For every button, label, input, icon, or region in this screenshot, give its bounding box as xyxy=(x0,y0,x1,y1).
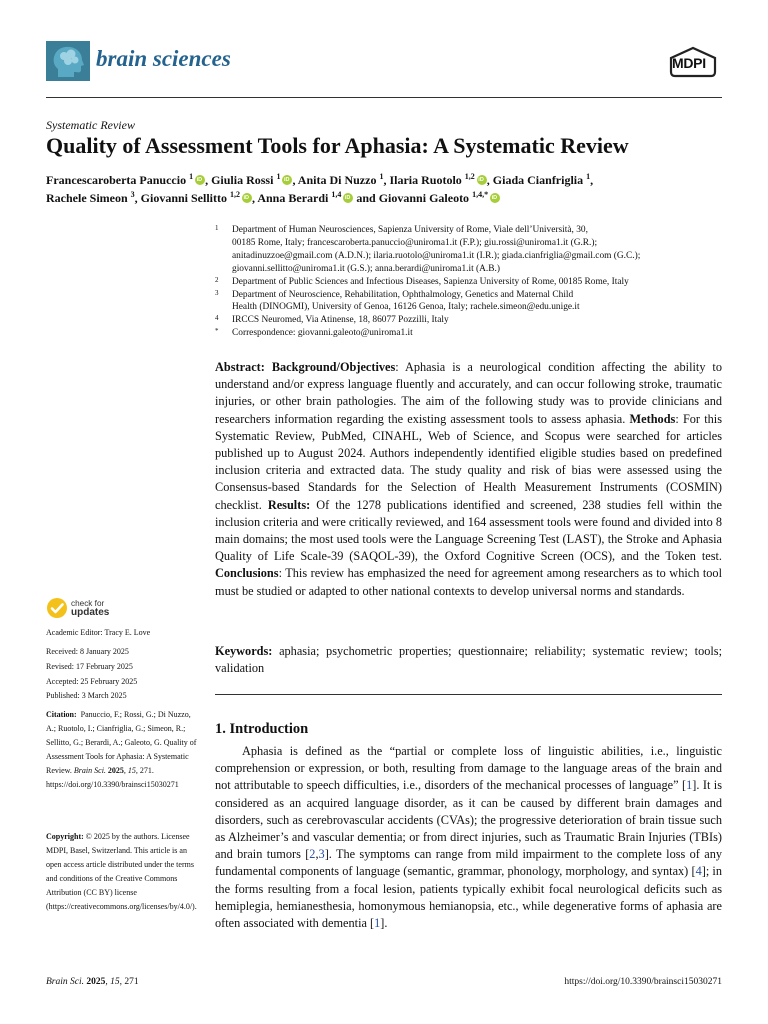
check-for-updates-icon[interactable] xyxy=(46,597,68,619)
author-affil: 1 xyxy=(276,172,281,181)
author-name[interactable]: Francescaroberta Panuccio xyxy=(46,173,187,187)
citation-link[interactable]: 1 xyxy=(374,916,381,931)
citation-doi[interactable]: , 271. https://doi.org/10.3390/brainsci15030271 xyxy=(46,765,179,789)
abstract-text: : For this Systematic Review, PubMed, CINAHL, Web of Science, and Scopus were searched for articles published up to August 2024. Authors independently identified eligible studies based on predefined inclusion criteria and extracted data. The study quality and risk of bias were assessed using the Consensus-based Standards for the Selection of Health Measurement Instruments (COSMIN) checklist. xyxy=(215,411,722,512)
affiliation-item xyxy=(215,289,725,315)
section-heading: 1. Introduction xyxy=(215,721,309,737)
citation-link[interactable]: 1 xyxy=(686,778,693,793)
author-affil: 1 xyxy=(189,172,194,181)
orcid-icon[interactable] xyxy=(343,193,353,203)
affiliation-item xyxy=(215,276,725,289)
author-name[interactable]: Giada Cianfriglia xyxy=(492,173,584,187)
affiliation-line: Health (DINOGMI), University of Genoa, 16126 Genoa, Italy; rachele.simeon@edu.unige.it xyxy=(232,302,580,313)
abstract-section-label: Methods xyxy=(629,411,676,426)
check-for-updates-button[interactable] xyxy=(71,599,109,617)
affiliation-line: IRCCS Neuromed, Via Atinense, 18, 86077 Pozzilli, Italy xyxy=(232,315,449,326)
citation-link[interactable]: 2 xyxy=(309,847,316,862)
orcid-icon[interactable] xyxy=(242,193,252,203)
affiliations xyxy=(215,224,725,340)
mdpi-logo-text: MDPI xyxy=(672,55,706,71)
footer-citation: Brain Sci. 2025, 15, 271 xyxy=(46,977,139,987)
footer-journal: Brain Sci. xyxy=(46,977,84,987)
author-affil: 3 xyxy=(130,190,135,199)
footer-page: , 271 xyxy=(119,977,139,987)
abstract-section-label: Results: xyxy=(267,497,311,512)
author-name[interactable]: Anita Di Nuzzo xyxy=(297,173,377,187)
academic-editor: Academic Editor: Tracy E. Love xyxy=(46,628,151,637)
orcid-icon[interactable] xyxy=(282,175,292,185)
header-rule xyxy=(46,97,722,98)
article-title: Quality of Assessment Tools for Aphasia: A Systematic Review xyxy=(46,133,629,158)
body-text: Aphasia is defined as the “partial or complete loss of linguistic abilities, i.e., linguistic comprehension or expression, or both, resulting from damage to the language areas of the brain and not attributable to speech difficulties, i.e., disorders of the mechanical processes of language” [ xyxy=(215,744,722,793)
abstract-section-label: Conclusions xyxy=(215,566,279,581)
citation-block: Citation: Panuccio, F.; Rossi, G.; Di Nuzzo, A.; Ruotolo, I.; Cianfriglia, G.; Simeon, R.; Sellitto, G.; Berardi, A.; Galeoto, G. Quality of Assessment Tools for Aphasia: A Systematic Review. Brain Sci. 2025, 15, 271. https://doi.org/10.3390/brainsci15030271 xyxy=(46,710,197,789)
author-list-line-1: Francescaroberta Panuccio $^1$iD , Giulia Rossi $^1$iD , Anita Di Nuzzo $^1$, Ilaria Ruotolo $^{1,2}$iD , Giada Cianfriglia $^1$, xyxy=(46,172,593,188)
author-name[interactable]: Ilaria Ruotolo xyxy=(389,173,462,187)
abstract-text: : Aphasia is a neurological condition affecting the ability to understand and/or express language fluently and accurately, and can occur following stroke, traumatic injuries, or other brain pathologies. The aim of the following study was to provide clinicians and researchers information regarding the existing assessment tools to assess aphasia. xyxy=(215,360,722,426)
affiliation-line: Correspondence: giovanni.galeoto@uniroma1.it xyxy=(232,328,413,339)
citation-label: Citation: xyxy=(46,710,77,719)
body-text: , xyxy=(315,847,319,862)
body-text: ]. The symptoms can range from mild impairment to the complete loss of any fundamental components of language (semantic, grammar, phonology, morphology, and syntax) [ xyxy=(215,847,722,879)
revised-date: Revised: 17 February 2025 xyxy=(46,662,133,671)
author-affil: 1,4 xyxy=(331,190,342,199)
orcid-icon[interactable] xyxy=(490,193,500,203)
citation-year: 2025 xyxy=(107,765,124,775)
footer-doi-link[interactable]: https://doi.org/10.3390/brainsci15030271 xyxy=(564,977,722,987)
accepted-date: Accepted: 25 February 2025 xyxy=(46,677,138,686)
body-text: ]. xyxy=(380,916,388,931)
abstract-section-label: Background/Objectives xyxy=(271,360,396,374)
abstract-label: Abstract: xyxy=(215,360,265,374)
body-text: ]; in the forms resulting from a focal lesion, patients typically exhibit focal neurological deficits such as hemiplegia, hemianesthesia, homonymous hemianopsia, etc., while degenerative forms of aphasia are often associated with dementia [ xyxy=(215,864,723,931)
section-rule xyxy=(215,694,722,695)
citation-link[interactable]: 4 xyxy=(695,864,702,879)
affiliation-number: 2 xyxy=(215,275,219,284)
affiliation-line: 00185 Rome, Italy; francescaroberta.panuccio@uniroma1.it (F.P.); giu.rossi@uniroma1.it (G.R.); xyxy=(232,237,598,248)
author-list-line-2: Rachele Simeon $^3$, Giovanni Sellitto $^{1,2}$iD , Anna Berardi $^{1,4}$iD and Giovanni Galeoto $^{1,4,*}$iD xyxy=(46,190,500,206)
affiliation-number: 1 xyxy=(215,224,219,232)
brain-head-icon xyxy=(46,41,90,81)
updates-label: updates xyxy=(71,607,110,618)
orcid-icon[interactable] xyxy=(195,175,205,185)
affiliation-number: 4 xyxy=(215,314,219,323)
author-affil: 1 xyxy=(379,172,384,181)
author-name[interactable]: Giulia Rossi xyxy=(211,173,274,187)
citation-text: Panuccio, F.; Rossi, G.; Di Nuzzo, A.; Ruotolo, I.; Cianfriglia, G.; Simeon, R.; Sellitto, G.; Berardi, A.; Galeoto, G. Quality of Assessment Tools for Aphasia: A Systematic Review. xyxy=(46,710,197,775)
copyright-block xyxy=(46,830,198,913)
received-date: Received: 8 January 2025 xyxy=(46,647,129,656)
author-name[interactable]: Rachele Simeon xyxy=(46,191,128,205)
citation-volume: 15 xyxy=(127,765,136,775)
affiliation-number: * xyxy=(215,327,219,336)
author-affil: 1 xyxy=(586,172,591,181)
affiliation-line: giovanni.sellitto@uniroma1.it (G.S.); anna.berardi@uniroma1.it (A.B.) xyxy=(232,263,500,274)
author-name[interactable]: Giovanni Galeoto xyxy=(378,191,470,205)
published-date: Published: 3 March 2025 xyxy=(46,691,127,700)
article-type: Systematic Review xyxy=(46,118,135,132)
affiliation-item xyxy=(215,314,725,327)
keywords xyxy=(215,643,722,677)
affiliation-item xyxy=(215,224,725,276)
affiliation-item xyxy=(215,327,725,340)
abstract-text: : This review has emphasized the need for agreement among researchers as to which tool must be studied or adapted to other national contexts to develop universal norms and standards. xyxy=(215,566,722,598)
affiliation-line: Department of Public Sciences and Infectious Diseases, Sapienza University of Rome, 00185 Rome, Italy xyxy=(232,276,629,287)
orcid-icon[interactable] xyxy=(477,175,487,185)
footer-volume: 15 xyxy=(110,977,120,987)
journal-name[interactable]: brain sciences xyxy=(96,46,231,71)
affiliation-line: Department of Neuroscience, Rehabilitation, Ophthalmology, Genetics and Maternal Child xyxy=(232,289,574,300)
updates-label: check for xyxy=(71,599,105,608)
copyright-label: Copyright: xyxy=(46,832,84,841)
affiliation-number: 3 xyxy=(215,288,219,297)
mdpi-logo[interactable] xyxy=(667,46,719,78)
author-affil: 1,2 xyxy=(230,190,240,199)
author-affil: 1,2 xyxy=(464,172,475,181)
journal-logo xyxy=(46,41,90,81)
affiliation-line: anitadinuzzoe@gmail.com (A.D.N.); ilaria.ruotolo@uniroma1.it (I.R.); giada.cianfriglia@gmail.com (G.C.); xyxy=(232,250,641,261)
author-affil: 1,4,* xyxy=(472,190,489,199)
author-and: and xyxy=(356,191,376,205)
introduction-paragraph xyxy=(215,743,722,932)
abstract xyxy=(215,359,722,600)
keywords-text: aphasia; psychometric properties; questionnaire; reliability; systematic review; tools; validation xyxy=(215,644,722,676)
affiliation-line: Department of Human Neurosciences, Sapienza University of Rome, Viale dell’Università, 30, xyxy=(232,225,588,235)
abstract-text: Of the 1278 publications identified and screened, 238 studies fell within the inclusion criteria and were critically reviewed, and 164 assessment tools were found and divided into 8 main domains; the most used tools were the Language Screening Test (LAST), the Stroke and Aphasia Quality of Life Scale-39 (SAQOL-39), the Oxford Cognitive Screen (OCS), and the Token test. xyxy=(215,497,722,564)
citation-link[interactable]: 3 xyxy=(318,847,325,862)
body-text: ]. It is considered as an acquired language disorder, as it can be caused by different brain damages and disorders, such as cerebrovascular accidents (CVAs); the progressive deterioration of brain tissue such as Alzheimer’s and vascular dementia; or from direct injuries, such as Traumatic Brain Injuries (TBIs) and brain tumors [ xyxy=(215,778,722,862)
author-name[interactable]: Anna Berardi xyxy=(257,191,329,205)
copyright-text: © 2025 by the authors. Licensee MDPI, Basel, Switzerland. This article is an open access article distributed under the terms and conditions of the Creative Commons Attribution (CC BY) license (https://creativecommons.org/licenses/by/4.0/). xyxy=(46,832,197,911)
footer-year: 2025 xyxy=(86,977,106,987)
citation-journal: Brain Sci. xyxy=(73,765,106,775)
keywords-label: Keywords: xyxy=(215,644,273,658)
author-name[interactable]: Giovanni Sellitto xyxy=(140,191,227,205)
